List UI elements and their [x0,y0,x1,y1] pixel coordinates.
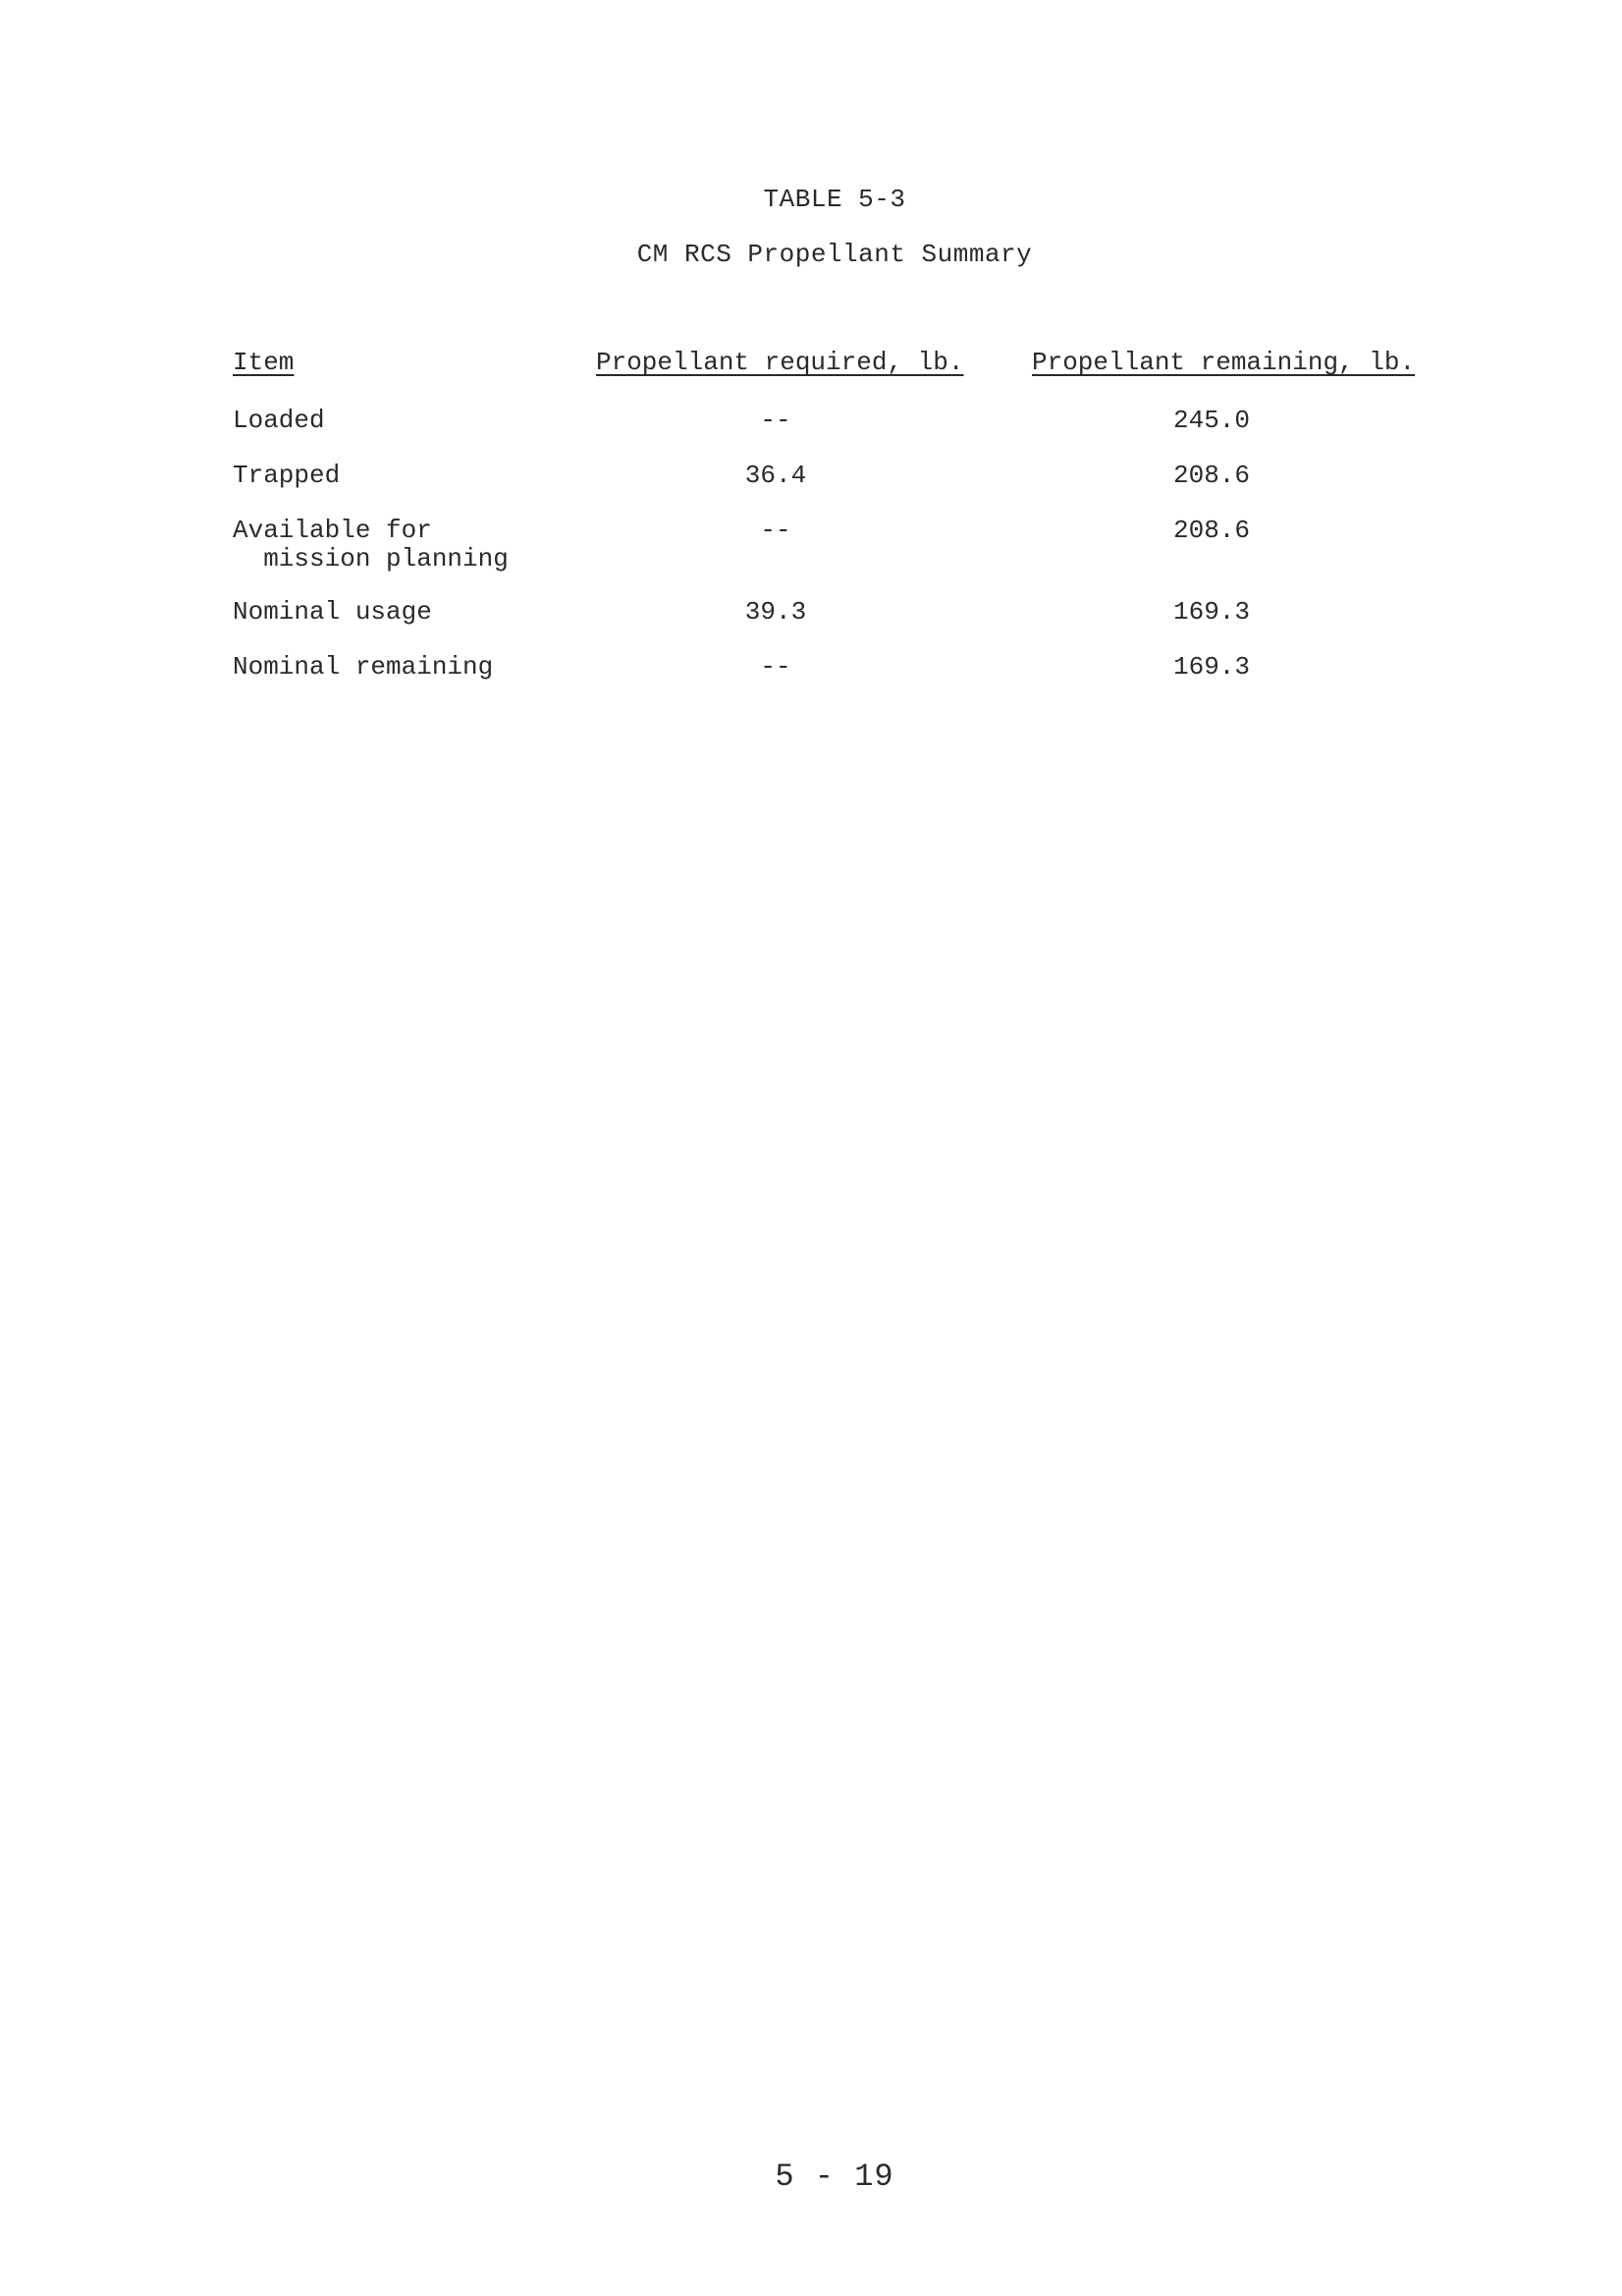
row-propellant-required: -- [760,406,791,435]
column-header-propellant-required: Propellant required, lb. [596,348,964,377]
row-propellant-remaining: 169.3 [1172,652,1250,682]
row-propellant-remaining: 208.6 [1172,461,1250,490]
column-header-propellant-remaining: Propellant remaining, lb. [1032,348,1416,377]
row-propellant-required: -- [760,516,791,545]
row-item-label: Nominal remaining [233,652,494,682]
row-item-label: Loaded [233,406,325,435]
row-propellant-remaining: 208.6 [1172,516,1250,545]
row-propellant-remaining: 169.3 [1172,597,1250,627]
row-item-label: Available for mission planning [233,516,509,574]
row-item-label: Trapped [233,461,341,490]
row-propellant-required: 36.4 [744,461,807,490]
table-caption: CM RCS Propellant Summary [636,240,1033,269]
row-propellant-required: -- [760,652,791,682]
row-item-label: Nominal usage [233,597,432,627]
row-propellant-required: 39.3 [744,597,807,627]
row-propellant-remaining: 245.0 [1172,406,1250,435]
column-header-item: Item [233,348,295,377]
page-number: 5 - 19 [775,2159,894,2195]
table-number: TABLE 5-3 [763,185,906,214]
